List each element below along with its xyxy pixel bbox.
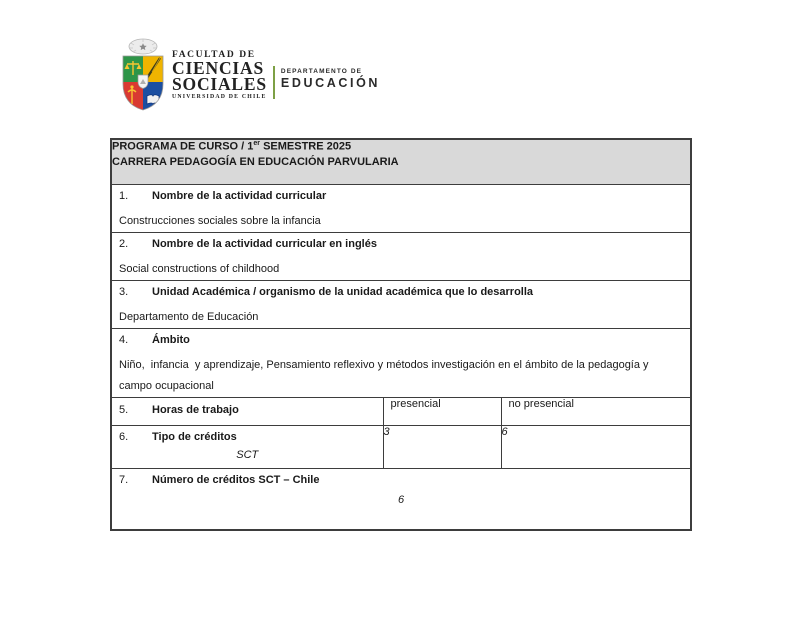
table-row [111,468,691,530]
faculty-name-block [172,50,267,100]
university-name: UNIVERSIDAD DE CHILE [172,94,267,100]
faculty-line2: CIENCIAS [172,58,264,78]
program-title-line2: CARRERA PEDAGOGÍA EN EDUCACIÓN PARVULARIA [112,155,399,168]
sunburst-star-icon [129,39,157,54]
table-row [111,280,691,328]
row7-credits-value: 6 [397,493,405,506]
row1-label: 1. Nombre de la actividad curricular [119,189,327,202]
program-title-line1: PROGRAMA DE CURSO / 1er SEMESTRE 2025 [112,140,352,153]
row7-label: 7. Número de créditos SCT – Chile [119,473,320,486]
row6-credit-type: SCT [236,448,259,461]
row3-label: 3. Unidad Académica / organismo de la unidad académica que lo desarrolla [119,285,534,298]
row6-label: 6. Tipo de créditos [119,430,237,443]
table-row [111,397,691,425]
department-line1: DEPARTAMENTO DE [280,68,363,75]
department-name-block [281,68,380,90]
row1-value: Construcciones sociales sobre la infancia [119,214,321,227]
row4-label: 4. Ámbito [119,333,190,346]
row6-no-presencial-value: 6 [501,425,691,468]
row2-label: 2. Nombre de la actividad curricular en inglés [119,237,377,250]
row6-presencial-value: 3 [383,425,501,468]
table-row [111,425,691,468]
row5-no-presencial-header: no presencial [501,397,691,425]
table-row [111,328,691,397]
course-program-table [110,138,692,531]
faculty-line3: SOCIALES [172,74,267,94]
table-row [111,232,691,280]
university-logo [119,38,380,117]
department-line2: EDUCACIÓN [280,76,381,90]
book-icon [147,95,159,104]
table-row [111,184,691,232]
center-escutcheon-icon [138,75,148,89]
row3-value: Departamento de Educación [119,310,259,323]
logo-divider [273,66,275,99]
row5-label: 5. Horas de trabajo [119,403,239,416]
faculty-line1: FACULTAD DE [172,50,256,60]
row2-value: Social constructions of childhood [119,262,280,275]
uchile-shield-icon [119,38,167,117]
table-title [111,139,691,184]
row5-presencial-header: presencial [383,397,501,425]
row4-value: Niño, infancia y aprendizaje, Pensamiento reflexivo y métodos investigación en el ámbito de la pedagogía y campo ocupacional [119,358,652,392]
